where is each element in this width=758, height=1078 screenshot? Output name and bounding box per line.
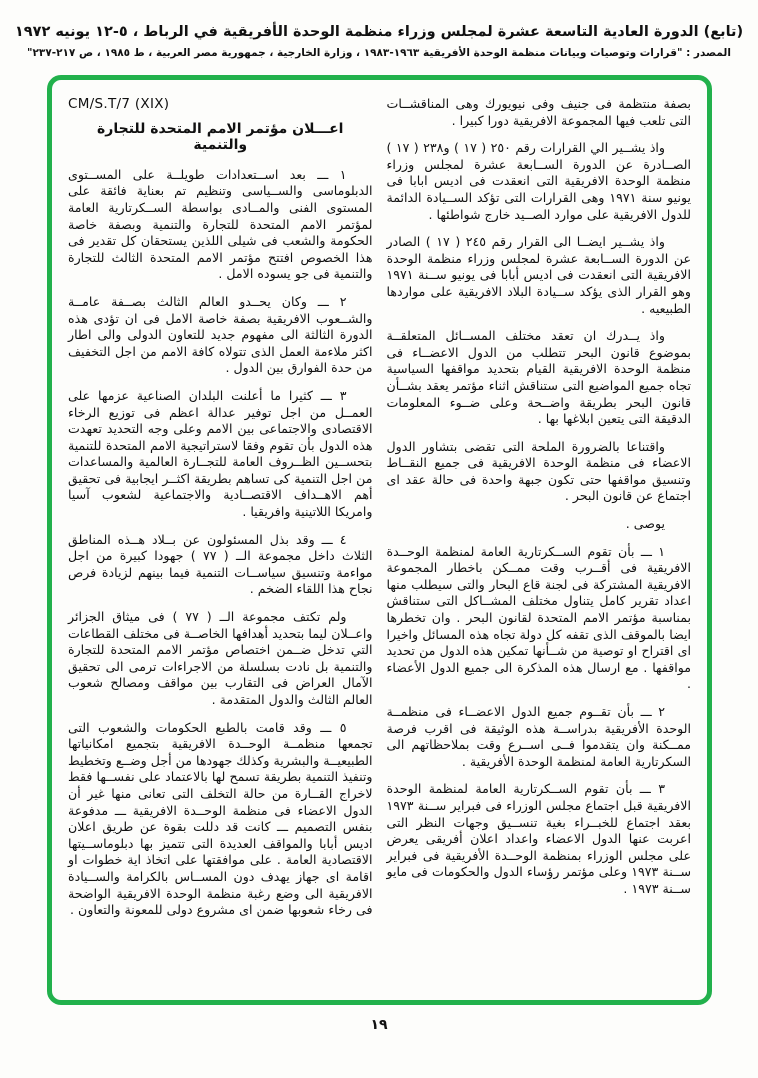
column-right-continuation [387, 96, 692, 930]
paragraph: ١ ـــ بأن تقوم الســكرتارية العامة لمنظمة الوحــدة الافريقية فى أقــرب وقت ممــكن باخطار المجموعة الافريقية المشتركة فى لجنة قاع البحار والتى سيطلب منها اعداد تقرير كامل يتناول مختلف المشــاكل التى ستناقش بمناسبة مؤتمر الامم المتحدة لقانون البحر . وان تخطرها ايضا بالموقف الذى تقفه كل دولة تجاه هذه المسائل واخيرا اى اقتراح او توصية من شــأنها تمكين هذه الدول من تحديد مواقفها . مع ارسال هذه المذكرة الى جميع الدول الأعضاء . [386, 543, 691, 692]
source-citation: المصدر : "قرارات وتوصيات وبيانات منظمة الوحدة الأفريقية ١٩٦٣-١٩٨٣ ، وزارة الخارجية ، جمهورية مصر العربية ، ط ١٩٨٥ ، ص ٢١٧-٢٣٧" [27, 47, 731, 59]
paragraph: واذ يــدرك ان تعقد مختلف المســائل المتعلقــة بموضوع قانون البحر تتطلب من الدول الاعضــاء فى منظمة الوحدة الافريقية القيام بتحديد مواقفها السياسية تجاه جميع المواضيع التى ستناقش اثناء مؤتمر يعقد بشــأن قانون البحر بطريقة واضــحة وعلى ضــوء المعلومات الدقيقة التى يتعين ابلاغها بها . [386, 328, 691, 427]
paragraph: ٣ ـــ بأن تقوم الســكرتارية العامة لمنظمة الوحدة الافريقية قبل اجتماع مجلس الوزراء فى فبراير ســنة ١٩٧٣ بعقد اجتماع للخبــراء بغية تنســيق وجهات النظر التى اعربت عنها الدول الاعضاء واعداد اعلان أفريقى يعرض على مجلس الوزراء بمنظمة الوحــدة الأفريقية فى فبراير ســنة ١٩٧٣ وعلى مؤتمر رؤساء الدول والحكومات فى مايو ســنة ١٩٧٣ . [386, 781, 691, 896]
paragraph: ٢ ـــ بأن تقــوم جميع الدول الاعضــاء فى منظمــة الوحدة الأفريقية بدراســة هذه الوثيقة فى اقرب فرصة ممــكنة وان يتقدموا فــى اســرع وقت بملاحظاتهم الى السكرتارية العامة لمنظمة الوحدة الأفريقية . [386, 704, 691, 769]
paragraph: ٤ ـــ وقد بذل المسئولون عن بــلاد هــذه المناطق الثلاث داخل مجموعة الــ ( ٧٧ ) جهودا كبيرة من اجل مواءمة وتنسيق سياســات التنمية فيما بينهم لزيادة فرص نجاح هذا اللقاء الضخم . [68, 531, 373, 597]
session-title: (تابع) الدورة العادية التاسعة عشرة لمجلس وزراء منظمة الوحدة الأفريقية في الرباط ، ٥-١٢ يونيه ١٩٧٢ [14, 24, 744, 40]
page-number: ١٩ [370, 1017, 388, 1033]
paragraph: ولم تكتف مجموعة الــ ( ٧٧ ) فى ميثاق الجزائر واعــلان ليما بتحديد أهدافها الخاصــة فى مختلف القطاعات التي تدخل ضــمن اختصاص مؤتمر الامم المتحدة للتجارة والتنمية بل نادت بسلسلة من الاجراءات ترمى الى تحقيق الآمال العراض فى التقارب بين مواقف ومصالح شعوب العالم الثالث والدول المتقدمة . [68, 609, 373, 707]
paragraph: ٣ ـــ كثيرا ما أعلنت البلدان الصناعية عزمها على العمــل من اجل توفير عدالة اعظم فى توزيع الرخاء الاقتصادى والاجتماعى بين الامم وعلى وجه التحديد تعهدت هذه الدول بأن تقوم وفقا لاستراتيجية الامم المتحدة للتنمية بتحســين الظــروف العامة للتجــارة العالمية والمساعدات من اجل التنمية كى تساهم بطريقة اكثــر ايجابية فى تحقيق أهم الاهــداف الاقتصــادية والاجتماعية لشعوب آسيا وامريكا اللاتينية وافريقيا . [68, 387, 373, 520]
declaration-title: اعـــلان مؤتمر الامم المتحدة للتجارة والتنمية [97, 120, 344, 154]
paragraph: واذ يشــير الي القرارات رقم ٢٥٠ ( ١٧ ) و٢٣٨ ( ١٧ ) الصــادرة عن الدورة الســابعة عشرة لمجلس وزراء منظمة الوحدة الافريقية التى انعقدت فى اديس ابابا فى يونيو سنة ١٩٧١ وهى القرارات التى تؤكد الســيادة الدائمة للدول الافريقية على موارد الصــيد خارج شواطئها . [386, 140, 691, 222]
paragraph: ٢ ـــ وكان يحــدو العالم الثالث بصــفة عامــة والشــعوب الافريقية بصفة خاصة الامل فى ان تؤدى هذه الدورة الثالثة الى مفهوم جديد للتعاون الدولى والى اطار اكثر ملاءمة العمل الذى تتولاه كافة الامم من اجل التخفيف من حدة الفوارق بين الدول . [68, 293, 373, 376]
paragraph-recommends: يوصى . [625, 516, 665, 532]
paragraph: بصفة منتظمة فى جنيف وفى نيويورك وهى المناقشــات التى تلعب فيها المجموعة الافريقية دورا كبيرا . [386, 96, 691, 128]
paragraph: واذ يشــير ايضــا الى القرار رقم ٢٤٥ ( ١٧ ) الصادر عن الدورة الســابعة عشرة لمجلس وزراء منظمة الوحدة الافريقية التى انعقدت فى اديس أبابا فى يونيو ســنة ١٩٧١ وهو القرار الذى يؤكد ســيادة البلاد الافريقية على مواردها الطبيعيه . [386, 234, 691, 316]
paragraph: ٥ ـــ وقد قامت بالطبع الحكومات والشعوب التى تجمعها منظمــة الوحــدة الافريقية بتجميع امكانياتها الطبيعيــة والبشرية وكذلك جهودها من أجل وضــع وتخطيط وتنفيذ التنمية بطريقة تسمح لها بالاعتماد على نفســها فقط لاخراج القــارة من حالة التخلف التى تعانى منها غير أن الدول الاعضاء فى منظمة الوحــدة الافريقية ـــ مدفوعة بنفس التصميم ـــ كانت قد دللت بقوة عن طريق اعلان اديس أبابا والمواقف العديدة التى تتميز بها دبلوماســيتها الاقتصادية العامة . على موافقتها على اتخاذ اية خطوات او اقامة اى جهاز يهدف دون المســاس بالكرامة والســيادة الافريقية الى وضع رغبة منظمة الوحدة الافريقية الواضحة فى رخاء شعوبها ضمن اى مشروع دولى للمعونة والتعاون . [68, 719, 373, 918]
column-left-declaration [68, 96, 373, 930]
green-border-frame [47, 75, 712, 1005]
paragraph: ١ ـــ بعد اســتعدادات طويلــة على المســتوى الدبلوماسى والســياسى وتنظيم تم بعناية فائقة على المستوى الفنى والمــادى بواسطة الســكرتارية العامة لمؤتمر الامم المتحدة للتجارة والتنمية وبصفة خاصة الحكومة والشعب فى شيلى اللذين يستحقان كل تقدير فى هذا الخصوص افتتح مؤتمر الامم المتحدة الثالث للتجارة والتنمية فى جو يسوده الامل . [68, 166, 373, 282]
two-column-text [62, 96, 697, 930]
paragraph: واقتناعا بالضرورة الملحة التى تقضى بتشاور الدول الاعضاء فى منظمة الوحدة الافريقية فى جميع النقــاط وتنسيق مواقفها حتى تكون جبهة واحدة فى حالة عقد اى اجتماع عن قانون البحر . [386, 438, 691, 504]
document-reference: CM/S.T/7 (XIX) [68, 96, 170, 112]
page-header [0, 0, 758, 59]
